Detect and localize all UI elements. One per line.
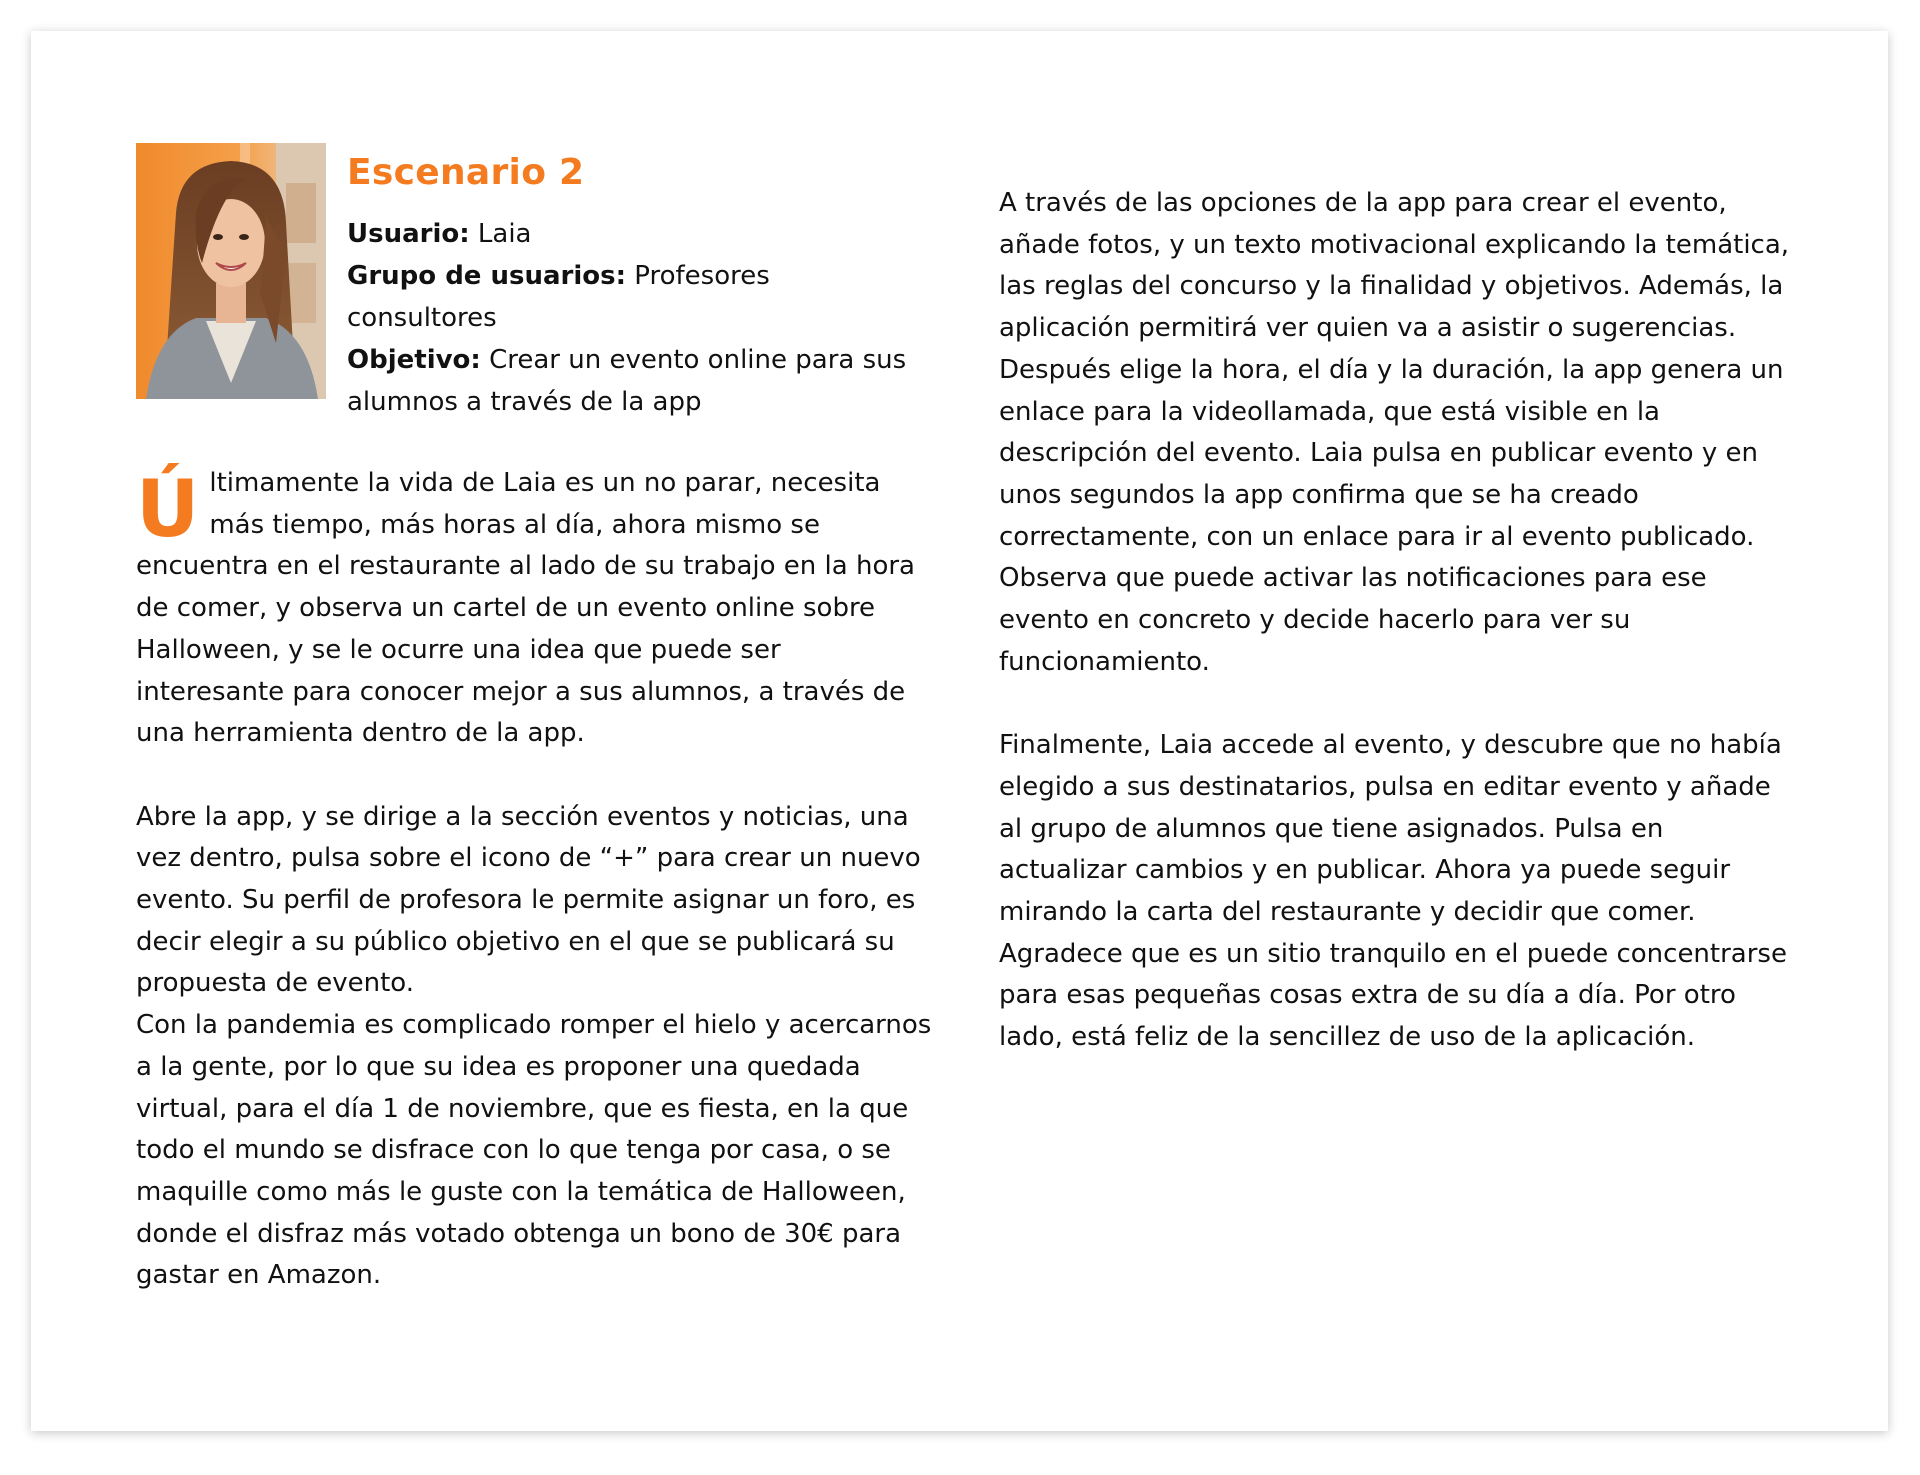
document-page xyxy=(31,31,1888,1431)
persona-info xyxy=(347,143,927,423)
persona-header xyxy=(136,143,936,417)
paragraph-intro-text: ltimamente la vida de Laia es un no parar, necesita más tiempo, más horas al día, ahora mismo se encuentra en el restaurante al lado de su trabajo en la hora de comer, y observa un cartel de un evento online sobre Halloween, y se le ocurre una idea que puede ser interesante para conocer mejor a sus alumnos, a través de una herramienta dentro de la app. xyxy=(136,468,915,749)
paragraph-intro xyxy=(136,463,936,755)
objective-label: Objetivo: xyxy=(347,345,481,375)
paragraph-2: Abre la app, y se dirige a la sección eventos y noticias, una vez dentro, pulsa sobre el icono de “+” para crear un nuevo evento. Su perfil de profesora le permite asignar un foro, es decir elegir a su público objetivo en el que se publicará su propuesta de evento. xyxy=(136,801,921,999)
left-column xyxy=(136,143,936,1297)
drop-cap: Ú xyxy=(136,465,200,555)
scenario-title: Escenario 2 xyxy=(347,152,585,193)
persona-photo xyxy=(136,143,326,399)
paragraph-6: Agradece que es un sitio tranquilo en el puede concentrarse para esas pequeñas cosas extra de su día a día. Por otro lado, está feliz de la sencillez de uso de la aplicación. xyxy=(999,938,1787,1053)
user-label: Usuario: xyxy=(347,219,470,249)
objective-line xyxy=(347,339,927,423)
group-value: Profesores consultores xyxy=(347,261,770,333)
group-label: Grupo de usuarios: xyxy=(347,261,627,291)
right-column xyxy=(999,183,1799,1059)
paragraph-4: A través de las opciones de la app para crear el evento, añade fotos, y un texto motivacional explicando la temática, las reglas del concurso y la finalidad y objetivos. Además, la aplicación permitirá ver quien va a asistir o sugerencias. Después elige la hora, el día y la duración, la app genera un enlace para la videollamada, que está visible en la descripción del evento. Laia pulsa en publicar evento y en unos segundos la app confirma que se ha creado correctamente, con un enlace para ir al evento publicado. Observa que puede activar las notificaciones para ese evento en concreto y decide hacerlo para ver su funcionamiento. xyxy=(999,188,1790,677)
user-value: Laia xyxy=(477,219,532,249)
paragraph-3: Con la pandemia es complicado romper el hielo y acercarnos a la gente, por lo que su idea es proponer una quedada virtual, para el día 1 de noviembre, que es fiesta, en la que todo el mundo se disfrace con lo que tenga por casa, o se maquille como más le guste con la temática de Halloween, donde el disfraz más votado obtenga un bono de 30€ para gastar en Amazon. xyxy=(136,1010,932,1291)
paragraph-5: Finalmente, Laia accede al evento, y descubre que no había elegido a sus destinatarios, pulsa en editar evento y añade al grupo de alumnos que tiene asignados. Pulsa en actualizar cambios y en publicar. Ahora ya puede seguir mirando la carta del restaurante y decidir que comer. xyxy=(999,730,1782,927)
left-body xyxy=(136,463,936,1297)
user-line xyxy=(347,213,927,255)
persona-meta xyxy=(347,213,927,423)
group-line xyxy=(347,255,927,339)
objective-value: Crear un evento online para sus alumnos a través de la app xyxy=(347,345,907,417)
